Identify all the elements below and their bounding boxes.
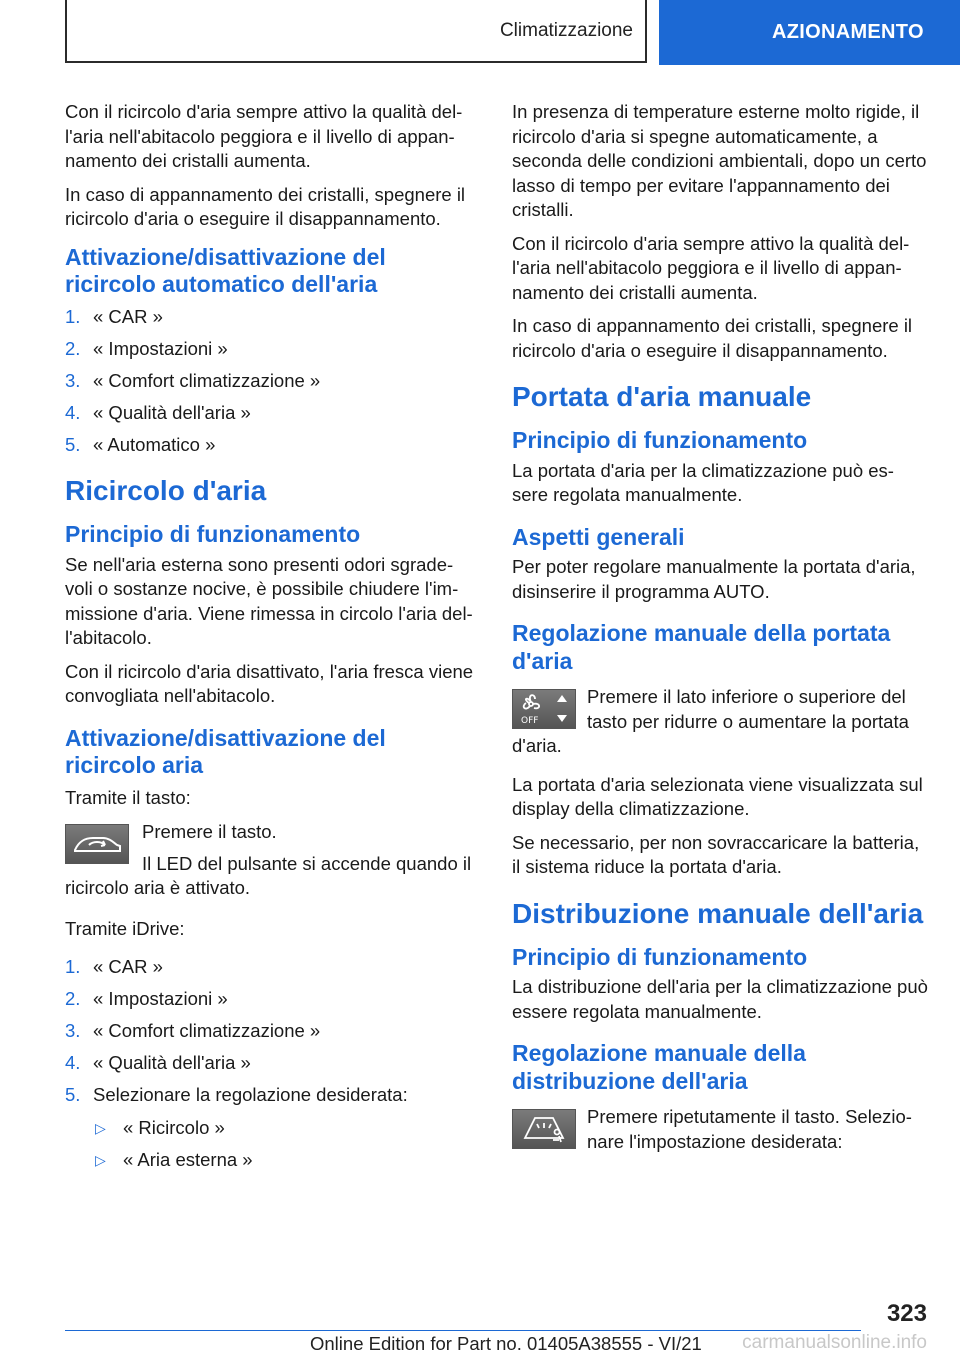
paragraph: Tramite il tasto: [65, 786, 191, 808]
heading-regolazione-distribuzione: Regolazione manuale della distribuzione dell'aria [512, 1040, 806, 1094]
left-column [65, 100, 481, 1181]
heading-regolazione-portata: Regolazione manuale della portata d'aria [512, 620, 891, 674]
bullet-triangle-icon: ▷ [95, 1119, 106, 1136]
paragraph: Per poter regolare manualmente la portata d'aria, disinserire il programma AUTO. [512, 556, 916, 602]
heading-principio: Principio di funzionamento [512, 943, 808, 970]
list-item: 4. « Qualità dell'aria » [65, 1052, 251, 1073]
heading-attivazione: Attivazione/disattivazione del ricircolo aria [65, 724, 386, 778]
air-distribution-button-icon [512, 1109, 576, 1149]
section-title: Climatizzazione [65, 0, 647, 63]
icon-text: nare l'impostazione desiderata: [587, 1130, 843, 1152]
watermark: carmanualsonline.info [742, 1332, 927, 1353]
list-item: 2. « Impostazioni » [65, 988, 228, 1009]
paragraph: In caso di appannamento dei cristalli, spegnere il ricircolo d'aria o eseguire il disappannamento. [65, 183, 466, 229]
fan-speed-button-icon [512, 689, 576, 729]
recirculation-button-instruction [65, 820, 481, 901]
list-item: 5. Selezionare la regolazione desiderata: [65, 1084, 408, 1105]
svg-text:OFF: OFF [521, 716, 539, 726]
paragraph: Con il ricircolo d'aria sempre attivo la qualità del- l'aria nell'abitacolo peggiora e il livello di appan- namento dei cristalli aumenta. [512, 232, 910, 303]
icon-text: Premere ripetutamente il tasto. Selezio- [587, 1106, 912, 1127]
heading-distribuzione: Distribuzione manuale dell'aria [512, 897, 924, 929]
heading-principio: Principio di funzionamento [65, 521, 361, 547]
chapter-tab: AZIONAMENTO [659, 0, 960, 65]
list-item: 5. « Automatico » [65, 433, 216, 455]
page-footer [65, 1300, 927, 1360]
paragraph: Tramite iDrive: [65, 917, 185, 939]
heading-aspetti: Aspetti generali [512, 523, 685, 550]
page-number: 323 [886, 1300, 927, 1327]
fan-button-instruction [512, 685, 928, 759]
paragraph: Se nell'aria esterna sono presenti odori sgrade- voli o sostanze nocive, è possibile chiudere l'im- missione d'aria. Viene rimessa in circolo l'aria del- l'abitacolo. [65, 553, 473, 648]
paragraph: La distribuzione dell'aria per la climatizzazione può essere regolata manualmente. [512, 976, 928, 1022]
heading-auto-recirculation: Attivazione/disattivazione del ricircolo automatico dell'aria [65, 243, 386, 297]
page-header [65, 0, 960, 65]
icon-text: Il LED del pulsante si accende quando il [142, 852, 472, 874]
bullet-triangle-icon: ▷ [95, 1152, 106, 1168]
list-item: 1. « CAR » [65, 956, 163, 977]
paragraph: Se necessario, per non sovraccaricare la batteria, il sistema riduce la portata d'aria. [512, 831, 920, 877]
heading-principio: Principio di funzionamento [512, 427, 808, 453]
icon-text-continued: ricircolo aria è attivato. [65, 877, 251, 898]
icon-text: tasto per ridurre o aumentare la portata [587, 710, 909, 732]
heading-ricircolo: Ricircolo d'aria [65, 475, 267, 506]
icon-text: Premere il lato inferiore o superiore del [587, 686, 906, 707]
list-item: 3. « Comfort climatizzazione » [65, 369, 321, 391]
list-item: 4. « Qualità dell'aria » [65, 401, 251, 423]
paragraph: In presenza di temperature esterne molto rigide, il ricircolo d'aria si spegne automaticamente, a seconda delle condizioni ambientali, dopo un certo lasso di tempo per evitare l'appannamento dei cristalli. [512, 101, 927, 220]
paragraph: In caso di appannamento dei cristalli, spegnere il ricircolo d'aria o eseguire il disappannamento. [512, 315, 913, 361]
edition-text: Online Edition for Part no. 01405A38555 - VI/21 [310, 1333, 702, 1354]
list-item: 1. « CAR » [65, 305, 163, 327]
option-sublist [65, 1116, 481, 1173]
air-distribution-button-instruction [512, 1105, 928, 1155]
menu-path-list [65, 305, 481, 458]
paragraph: Con il ricircolo d'aria disattivato, l'aria fresca viene convogliata nell'abitacolo. [65, 660, 474, 706]
list-item: 2. « Impostazioni » [65, 337, 228, 359]
idrive-path-list [65, 955, 481, 1108]
sublist-item: ▷ « Aria esterna » [65, 1148, 481, 1173]
paragraph: La portata d'aria per la climatizzazione può es- sere regolata manualmente. [512, 459, 894, 505]
recirculation-button-icon [65, 824, 129, 864]
sublist-item: ▷ « Ricircolo » [65, 1116, 481, 1141]
icon-text-continued: d'aria. [512, 735, 562, 756]
list-item: 3. « Comfort climatizzazione » [65, 1020, 321, 1041]
right-column [512, 100, 928, 1164]
footer-divider [65, 1330, 861, 1331]
heading-portata: Portata d'aria manuale [512, 381, 812, 412]
paragraph: La portata d'aria selezionata viene visualizzata sul display della climatizzazione. [512, 773, 923, 819]
icon-text: Premere il tasto. [142, 821, 277, 842]
paragraph: Con il ricircolo d'aria sempre attivo la qualità del- l'aria nell'abitacolo peggiora e il livello di appan- namento dei cristalli aumenta. [65, 101, 463, 171]
